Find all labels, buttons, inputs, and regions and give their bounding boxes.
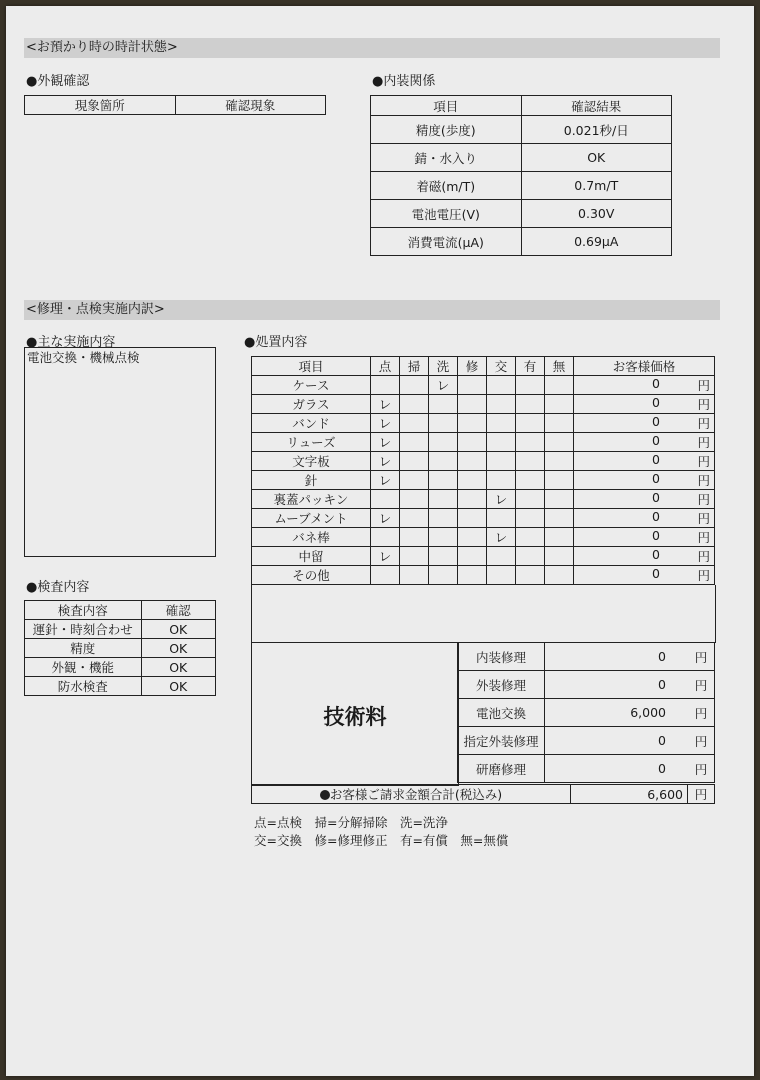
treatment-mark [516, 452, 545, 471]
treatment-price-cell [574, 566, 715, 585]
interior-row [371, 228, 672, 256]
treatment-row [252, 414, 715, 433]
tech-fee-row [458, 727, 715, 755]
treatment-mark [487, 566, 516, 585]
tech-fee-item: 電池交換 [458, 699, 545, 727]
treatment-row [252, 490, 715, 509]
tech-fee-yen: 円 [688, 755, 715, 783]
treatment-price-cell [574, 395, 715, 414]
treatment-row [252, 547, 715, 566]
treatment-price-wrap [574, 414, 714, 432]
treatment-mark [400, 433, 429, 452]
interior-item: 消費電流(μA) [371, 228, 522, 256]
treatment-mark [545, 414, 574, 433]
treatment-mark [371, 376, 400, 395]
treatment-mark [487, 509, 516, 528]
treatment-mark [545, 395, 574, 414]
treatment-row [252, 509, 715, 528]
interior-value: 0.69μA [521, 228, 672, 256]
treatment-mark: レ [487, 528, 516, 547]
treatment-price-cell [574, 547, 715, 566]
treatment-mark [516, 566, 545, 585]
treatment-header-item: 項目 [252, 357, 371, 376]
interior-value: OK [521, 144, 672, 172]
inspection-table [24, 600, 216, 696]
treatment-price-cell [574, 376, 715, 395]
inspection-row [25, 639, 216, 658]
inspection-row [25, 620, 216, 639]
treatment-row [252, 471, 715, 490]
interior-table [370, 95, 672, 256]
tech-fee-yen: 円 [688, 643, 715, 671]
treatment-mark [400, 376, 429, 395]
treatment-price: 0 [652, 566, 660, 581]
treatment-mark [545, 547, 574, 566]
main-work-text: 電池交換・機械点検 [27, 350, 140, 365]
treatment-mark [429, 490, 458, 509]
treatment-item: その他 [252, 566, 371, 585]
treatment-mark [400, 528, 429, 547]
tech-fee-yen: 円 [688, 699, 715, 727]
treatment-price-cell [574, 471, 715, 490]
interior-row [371, 116, 672, 144]
interior-row [371, 144, 672, 172]
inspection-value: OK [141, 658, 216, 677]
treatment-mark [371, 566, 400, 585]
treatment-header-replace: 交 [487, 357, 516, 376]
interior-item: 着磁(m/T) [371, 172, 522, 200]
tech-fee-item: 研磨修理 [458, 755, 545, 783]
treatment-mark: レ [429, 376, 458, 395]
inspection-header-confirm: 確認 [141, 601, 216, 620]
interior-value: 0.30V [521, 200, 672, 228]
treatment-mark [371, 528, 400, 547]
tech-fee-row [458, 699, 715, 727]
tech-fee-table [457, 642, 715, 783]
treatment-yen: 円 [697, 549, 710, 564]
treatment-mark [371, 490, 400, 509]
interior-label: ●内装関係 [372, 74, 436, 89]
treatment-price: 0 [652, 452, 660, 467]
tech-fee-box [251, 642, 459, 786]
treatment-price: 0 [652, 528, 660, 543]
inspection-item: 精度 [25, 639, 142, 658]
treatment-mark [429, 471, 458, 490]
treatment-yen: 円 [697, 492, 710, 507]
treatment-mark [545, 471, 574, 490]
tech-fee-price: 0 [545, 727, 689, 755]
treatment-price-wrap [574, 528, 714, 546]
treatment-row [252, 376, 715, 395]
total-bullet-icon [320, 790, 330, 800]
receipt-section-title: <お預かり時の時計状態> [24, 38, 720, 58]
invoice-sheet [6, 6, 754, 1076]
treatment-mark [487, 414, 516, 433]
treatment-mark [400, 414, 429, 433]
interior-item: 電池電圧(V) [371, 200, 522, 228]
treatment-label: ●処置内容 [244, 335, 308, 350]
treatment-price-cell [574, 528, 715, 547]
treatment-mark [458, 433, 487, 452]
treatment-mark [487, 547, 516, 566]
total-yen: 円 [688, 785, 715, 804]
tech-fee-price: 0 [545, 671, 689, 699]
treatment-yen: 円 [697, 397, 710, 412]
treatment-mark: レ [371, 471, 400, 490]
treatment-mark [516, 528, 545, 547]
treatment-mark: レ [487, 490, 516, 509]
inspection-value: OK [141, 639, 216, 658]
treatment-header-overhaul: 掃 [400, 357, 429, 376]
treatment-price-cell [574, 509, 715, 528]
inspection-value: OK [141, 620, 216, 639]
treatment-yen: 円 [697, 511, 710, 526]
exterior-header-phenomenon: 確認現象 [175, 96, 326, 115]
treatment-item: 文字板 [252, 452, 371, 471]
treatment-header-check: 点 [371, 357, 400, 376]
treatment-mark: レ [371, 452, 400, 471]
treatment-mark [429, 547, 458, 566]
inspection-row [25, 658, 216, 677]
main-work-label: ●主な実施内容 [26, 335, 116, 350]
treatment-price: 0 [652, 433, 660, 448]
treatment-item: 中留 [252, 547, 371, 566]
treatment-price: 0 [652, 414, 660, 429]
interior-row [371, 172, 672, 200]
treatment-mark [487, 376, 516, 395]
interior-value: 0.021秒/日 [521, 116, 672, 144]
treatment-mark [458, 566, 487, 585]
treatment-price-wrap [574, 490, 714, 508]
treatment-price-wrap [574, 452, 714, 470]
treatment-mark [429, 395, 458, 414]
treatment-mark [458, 471, 487, 490]
tech-fee-yen: 円 [688, 727, 715, 755]
treatment-yen: 円 [697, 435, 710, 450]
tech-fee-row [458, 671, 715, 699]
legend-line-2: 交=交換 修=修理修正 有=有償 無=無償 [254, 833, 509, 848]
treatment-yen: 円 [697, 530, 710, 545]
treatment-mark [458, 395, 487, 414]
inspection-row [25, 677, 216, 696]
treatment-header-paid: 有 [516, 357, 545, 376]
inspection-value: OK [141, 677, 216, 696]
treatment-mark [516, 433, 545, 452]
treatment-mark [487, 433, 516, 452]
total-price: 6,600 [571, 785, 688, 804]
total-table [251, 784, 715, 804]
treatment-blank-area [251, 585, 716, 643]
treatment-mark [429, 433, 458, 452]
interior-header-result: 確認結果 [521, 96, 672, 116]
treatment-mark [458, 547, 487, 566]
treatment-mark: レ [371, 547, 400, 566]
treatment-mark [400, 566, 429, 585]
treatment-item: ガラス [252, 395, 371, 414]
total-label: お客様ご請求金額合計(税込み) [329, 787, 503, 802]
treatment-price: 0 [652, 471, 660, 486]
interior-value: 0.7m/T [521, 172, 672, 200]
treatment-yen: 円 [697, 473, 710, 488]
exterior-label: ●外観確認 [26, 74, 90, 89]
legend [254, 814, 508, 850]
repair-section-title: <修理・点検実施内訳> [24, 300, 720, 320]
treatment-header-price: お客様価格 [574, 357, 715, 376]
tech-fee-row [458, 643, 715, 671]
inspection-label: ●検査内容 [26, 580, 90, 595]
treatment-price: 0 [652, 395, 660, 410]
treatment-mark [400, 547, 429, 566]
tech-fee-item: 外装修理 [458, 671, 545, 699]
treatment-mark [458, 490, 487, 509]
treatment-mark [516, 414, 545, 433]
treatment-mark [400, 490, 429, 509]
treatment-mark [458, 376, 487, 395]
tech-fee-row [458, 755, 715, 783]
treatment-price: 0 [652, 509, 660, 524]
treatment-mark [400, 471, 429, 490]
treatment-mark [458, 452, 487, 471]
total-label-cell [252, 785, 571, 804]
treatment-header-free: 無 [545, 357, 574, 376]
treatment-yen: 円 [697, 416, 710, 431]
tech-fee-item: 指定外装修理 [458, 727, 545, 755]
treatment-mark [487, 452, 516, 471]
treatment-item: ケース [252, 376, 371, 395]
treatment-mark [545, 433, 574, 452]
treatment-price-wrap [574, 566, 714, 584]
treatment-price-cell [574, 433, 715, 452]
inspection-header-item: 検査内容 [25, 601, 142, 620]
inspection-item: 防水検査 [25, 677, 142, 696]
treatment-price-wrap [574, 433, 714, 451]
tech-fee-yen: 円 [688, 671, 715, 699]
treatment-mark [516, 509, 545, 528]
treatment-price-wrap [574, 509, 714, 527]
treatment-mark [400, 395, 429, 414]
treatment-mark: レ [371, 395, 400, 414]
tech-fee-price: 6,000 [545, 699, 689, 727]
treatment-mark [458, 509, 487, 528]
exterior-header-location: 現象箇所 [25, 96, 176, 115]
treatment-price-wrap [574, 395, 714, 413]
treatment-mark [429, 566, 458, 585]
treatment-mark [458, 414, 487, 433]
tech-fee-price: 0 [545, 755, 689, 783]
treatment-price-wrap [574, 376, 714, 394]
treatment-mark [545, 528, 574, 547]
inspection-item: 外観・機能 [25, 658, 142, 677]
treatment-mark [458, 528, 487, 547]
treatment-price-wrap [574, 471, 714, 489]
treatment-mark [487, 395, 516, 414]
treatment-mark [545, 452, 574, 471]
treatment-table [251, 356, 715, 585]
treatment-mark [516, 490, 545, 509]
main-work-box [24, 347, 216, 557]
treatment-yen: 円 [697, 454, 710, 469]
treatment-mark: レ [371, 433, 400, 452]
treatment-price-cell [574, 414, 715, 433]
inspection-item: 運針・時刻合わせ [25, 620, 142, 639]
tech-fee-label: 技術料 [323, 705, 387, 729]
treatment-item: 裏蓋パッキン [252, 490, 371, 509]
tech-fee-price: 0 [545, 643, 689, 671]
treatment-mark [429, 452, 458, 471]
interior-row [371, 200, 672, 228]
treatment-mark: レ [371, 509, 400, 528]
treatment-mark [400, 509, 429, 528]
treatment-price-wrap [574, 547, 714, 565]
treatment-mark [545, 509, 574, 528]
treatment-mark [487, 471, 516, 490]
treatment-item: 針 [252, 471, 371, 490]
treatment-price: 0 [652, 490, 660, 505]
treatment-mark [400, 452, 429, 471]
treatment-mark [545, 566, 574, 585]
treatment-mark [429, 414, 458, 433]
treatment-item: ムーブメント [252, 509, 371, 528]
treatment-row [252, 528, 715, 547]
treatment-mark [429, 509, 458, 528]
treatment-price-cell [574, 452, 715, 471]
treatment-item: リューズ [252, 433, 371, 452]
treatment-header-repair: 修 [458, 357, 487, 376]
treatment-price: 0 [652, 547, 660, 562]
treatment-price-cell [574, 490, 715, 509]
treatment-mark [545, 376, 574, 395]
treatment-mark [516, 471, 545, 490]
treatment-price: 0 [652, 376, 660, 391]
treatment-mark [516, 395, 545, 414]
treatment-mark [516, 547, 545, 566]
treatment-mark: レ [371, 414, 400, 433]
treatment-row [252, 566, 715, 585]
treatment-yen: 円 [697, 568, 710, 583]
treatment-yen: 円 [697, 378, 710, 393]
treatment-mark [545, 490, 574, 509]
interior-item: 錆・水入り [371, 144, 522, 172]
treatment-row [252, 452, 715, 471]
treatment-mark [429, 528, 458, 547]
treatment-row [252, 395, 715, 414]
interior-item: 精度(歩度) [371, 116, 522, 144]
treatment-mark [516, 376, 545, 395]
tech-fee-item: 内装修理 [458, 643, 545, 671]
interior-header-item: 項目 [371, 96, 522, 116]
legend-line-1: 点=点検 掃=分解掃除 洗=洗浄 [254, 815, 448, 830]
treatment-item: バンド [252, 414, 371, 433]
treatment-row [252, 433, 715, 452]
treatment-header-wash: 洗 [429, 357, 458, 376]
exterior-table [24, 95, 326, 115]
treatment-item: バネ棒 [252, 528, 371, 547]
